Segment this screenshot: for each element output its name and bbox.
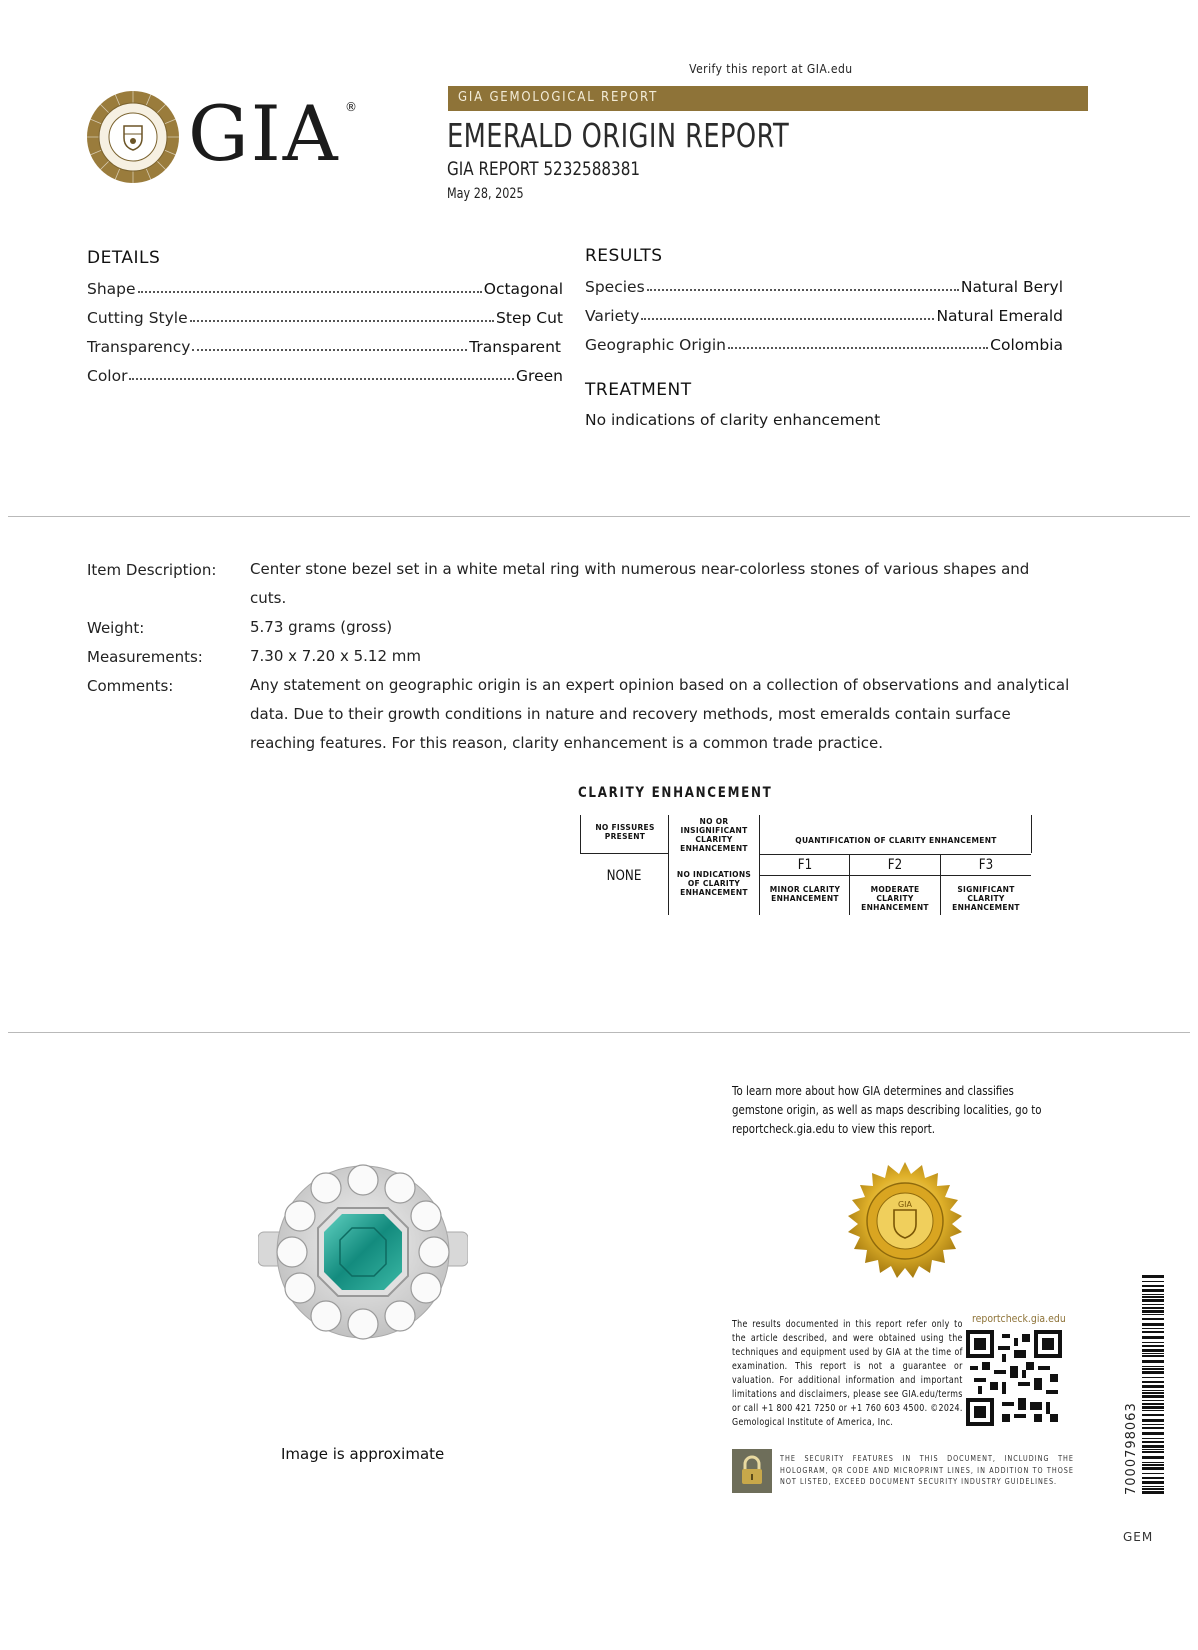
weight-value: 5.73 grams (gross) [250,618,393,636]
f3-description: SIGNIFICANT CLARITY ENHANCEMENT [952,885,1020,912]
detail-value: Octagonal [483,280,563,298]
ring-photo [258,1158,468,1346]
detail-value: Step Cut [496,309,563,327]
comments-label: Comments: [87,677,174,695]
item-description-value: Center stone bezel set in a white metal ring with numerous near-colorless stones of various shapes and cuts. [250,560,1030,607]
treatment-title: TREATMENT [585,380,692,400]
treatment-text: No indications of clarity enhancement [585,411,881,429]
measurements-value: 7.30 x 7.20 x 5.12 mm [250,647,422,665]
f3-label: F3 [978,857,994,873]
f2-description: MODERATE CLARITY ENHANCEMENT [861,885,929,912]
detail-row-shape [87,276,563,298]
result-label: Geographic Origin [585,336,727,354]
gia-logo-text: GIA [188,89,340,178]
security-notice [732,1449,1076,1493]
comments-value: Any statement on geographic origin is an expert opinion based on a collection of observations and analytical data. Due to their growth conditions in nature and recovery methods, most emeralds contain surface reaching features. For this reason, clarity enhancement is a common trade practice. [250,676,1070,752]
result-value: Colombia [990,336,1063,354]
verify-text[interactable]: Verify this report at GIA.edu [689,62,853,76]
detail-row-cutting-style [87,305,563,327]
f1-label: F1 [797,857,813,873]
learn-more-text: To learn more about how GIA determines and classifies gemstone origin, as well as maps describing localities, go to reportcheck.gia.edu to view this report. [732,1083,1042,1136]
f2-label: F2 [887,857,903,873]
result-label: Variety [585,307,640,325]
section-divider [8,516,1190,517]
security-text: THE SECURITY FEATURES IN THIS DOCUMENT, INCLUDING THE HOLOGRAM, QR CODE AND MICROPRINT LINES, IN ADDITION TO THOSE NOT LISTED, EXCEED DOCUMENT SECURITY INDUSTRY GUIDELINES. [780,1454,1074,1486]
quantification-header: QUANTIFICATION OF CLARITY ENHANCEMENT [795,836,997,845]
reportcheck-url[interactable]: reportcheck.gia.edu [972,1312,1066,1325]
qr-code-icon[interactable] [966,1330,1062,1426]
detail-value: Green [516,367,563,385]
col-no-insignificant-value: NO INDICATIONS OF CLARITY ENHANCEMENT [676,870,752,897]
col-no-fissures-value: NONE [606,868,642,884]
col-no-insignificant-header: NO OR INSIGNIFICANT CLARITY ENHANCEMENT [680,817,748,853]
report-title: EMERALD ORIGIN REPORT [447,116,790,155]
registered-mark: ® [345,100,357,114]
result-row-variety [585,303,1063,325]
barcode-icon [1142,1275,1164,1495]
detail-label: Color [87,367,128,385]
col-no-fissures-header: NO FISSURES PRESENT [595,823,655,841]
detail-row-transparency [87,334,561,356]
result-row-geographic-origin [585,332,1063,354]
report-date: May 28, 2025 [447,186,524,202]
item-description-label: Item Description: [87,561,217,579]
detail-row-color [87,363,563,385]
band-label: GIA GEMOLOGICAL REPORT [458,90,659,105]
measurements-label: Measurements: [87,648,203,666]
section-divider [8,1032,1190,1033]
results-title: RESULTS [585,246,663,266]
detail-label: Shape [87,280,136,298]
clarity-enhancement-title: CLARITY ENHANCEMENT [578,785,773,801]
result-value: Natural Emerald [936,307,1063,325]
result-value: Natural Beryl [960,278,1063,296]
gia-seal-logo [86,90,180,184]
result-row-species [585,274,1063,296]
weight-label: Weight: [87,619,145,637]
detail-value: Transparent [469,338,561,356]
image-caption: Image is approximate [281,1445,445,1463]
detail-label: Transparency [87,338,191,356]
result-label: Species [585,278,645,296]
lock-icon [732,1449,772,1493]
seal-inner-text: GIA [897,1200,913,1209]
barcode-number: 7000798063 [1124,1402,1139,1495]
gem-code: GEM [1123,1530,1154,1544]
f1-description: MINOR CLARITY ENHANCEMENT [769,885,841,903]
gold-seal-icon [846,1162,964,1280]
detail-label: Cutting Style [87,309,188,327]
details-title: DETAILS [87,248,161,268]
report-type-band [448,86,1088,111]
disclaimer-text: The results documented in this report refer only to the article described, and were obtained using the techniques and equipment used by GIA at the time of examination. This report is not a guarantee or valuation. For additional information and important limitations and disclaimers, please see GIA.edu/terms or call +1 800 421 7250 or +1 760 603 4500. ©2024. Gemological Institute of America, Inc. [732,1319,963,1428]
report-number: GIA REPORT 5232588381 [447,158,641,180]
